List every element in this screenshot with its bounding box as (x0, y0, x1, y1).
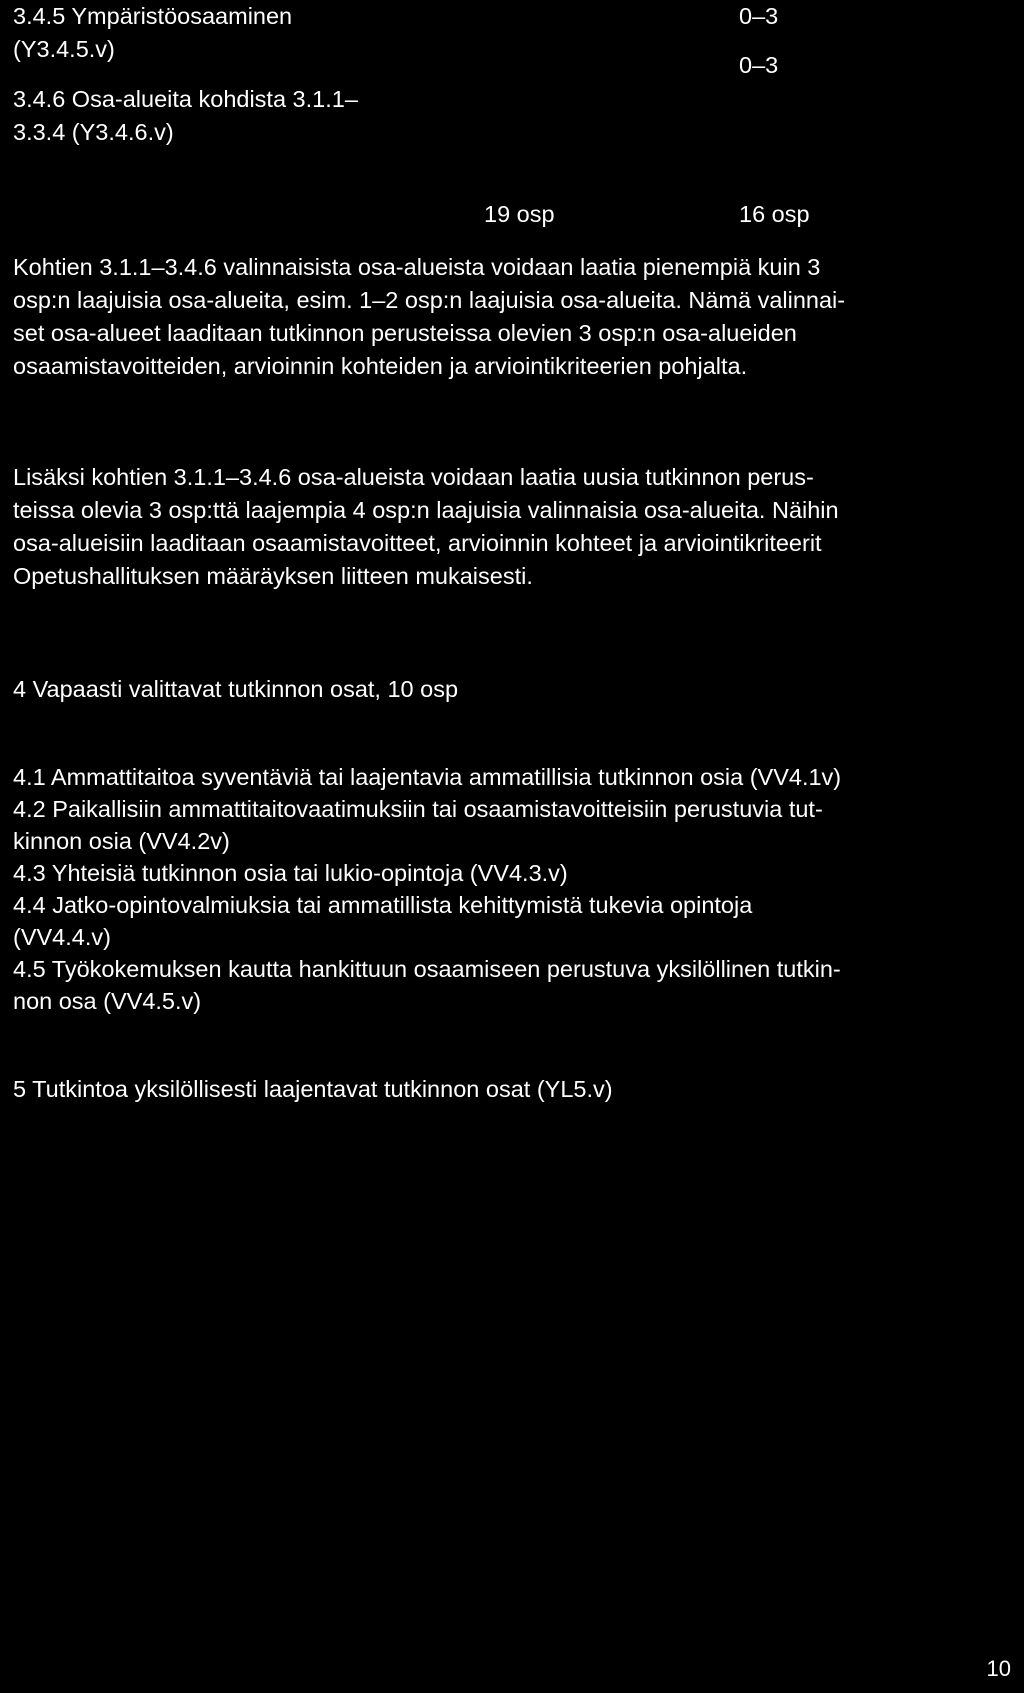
table-row-label-line: (Y3.4.5.v) (13, 36, 115, 62)
paragraph-line: osa-alueisiin laaditaan osaamistavoitteet, arvioinnin kohteet ja arviointikriteerit (13, 530, 822, 556)
table-row-value: 0–3 (739, 52, 779, 78)
section-heading-5: 5 Tutkintoa yksilöllisesti laajentavat tutkinnon osat (YL5.v) (13, 1076, 613, 1102)
table-row-label-line: 3.3.4 (Y3.4.6.v) (13, 119, 174, 145)
section-heading-4: 4 Vapaasti valittavat tutkinnon osat, 10 osp (13, 676, 459, 702)
paragraph-2 (13, 461, 1003, 593)
list-item: 4.3 Yhteisiä tutkinnon osia tai lukio-opintoja (VV4.3.v) (13, 860, 568, 886)
table-row-value: 0–3 (739, 3, 779, 29)
section-4-list (13, 761, 1003, 1017)
paragraph-line: Lisäksi kohtien 3.1.1–3.4.6 osa-alueista voidaan laatia uusia tutkinnon perus- (13, 464, 814, 490)
list-item: kinnon osia (VV4.2v) (13, 828, 230, 854)
paragraph-line: osaamistavoitteiden, arvioinnin kohteiden ja arviointikriteerien pohjalta. (13, 353, 748, 379)
list-item: 4.2 Paikallisiin ammattitaitovaatimuksiin tai osaamistavoitteisiin perustuvia tut- (13, 796, 823, 822)
page-number: 10 (986, 1656, 1011, 1681)
paragraph-line: Opetushallituksen määräyksen liitteen mukaisesti. (13, 563, 533, 589)
paragraph-line: osp:n laajuisia osa-alueita, esim. 1–2 osp:n laajuisia osa-alueita. Nämä valinnai- (13, 287, 846, 313)
list-item: 4.5 Työkokemuksen kautta hankittuun osaamiseen perustuva yksilöllinen tutkin- (13, 956, 841, 982)
paragraph-line: set osa-alueet laaditaan tutkinnon perusteissa olevien 3 osp:n osa-alueiden (13, 320, 797, 346)
list-item: 4.1 Ammattitaitoa syventäviä tai laajentavia ammatillisia tutkinnon osia (VV4.1v) (13, 764, 842, 790)
list-item: 4.4 Jatko-opintovalmiuksia tai ammatillista kehittymistä tukevia opintoja (13, 892, 753, 918)
paragraph-1 (13, 251, 1003, 383)
paragraph-line: teissa olevia 3 osp:ttä laajempia 4 osp:n laajuisia valinnaisia osa-alueita. Näihin (13, 497, 839, 523)
table-row-label-line: 3.4.5 Ympäristöosaaminen (13, 3, 293, 29)
table-row-label (13, 83, 358, 149)
total-right: 16 osp (739, 201, 810, 227)
total-left: 19 osp (484, 201, 555, 227)
table-row-label (13, 0, 292, 66)
table-row-label-line: 3.4.6 Osa-alueita kohdista 3.1.1– (13, 86, 358, 112)
list-item: (VV4.4.v) (13, 924, 111, 950)
list-item: non osa (VV4.5.v) (13, 988, 202, 1014)
paragraph-line: Kohtien 3.1.1–3.4.6 valinnaisista osa-alueista voidaan laatia pienempiä kuin 3 (13, 254, 821, 280)
